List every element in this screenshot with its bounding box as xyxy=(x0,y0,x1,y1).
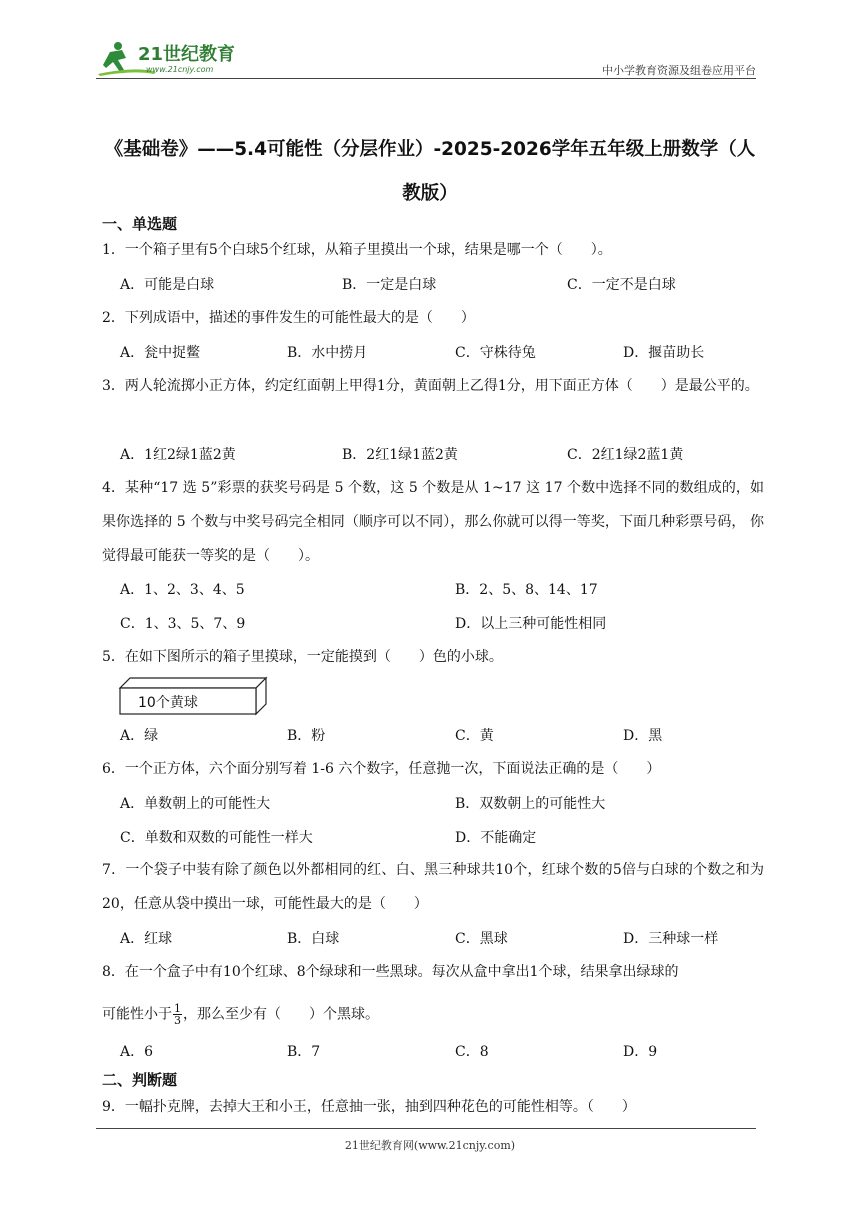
question-1-option-b: B．一定是白球 xyxy=(342,277,437,293)
question-5-option-b: B．粉 xyxy=(287,728,326,744)
question-3-option-b: B．2红1绿1蓝2黄 xyxy=(342,447,458,463)
question-2-option-d: D．揠苗助长 xyxy=(623,345,705,361)
question-6-option-a: A．单数朝上的可能性大 xyxy=(120,796,271,812)
question-8-stem-post: ，那么至少有（ ）个黑球。 xyxy=(183,1006,379,1023)
question-7-option-d: D．三种球一样 xyxy=(623,931,719,947)
question-4-option-a: A．1、2、3、4、5 xyxy=(120,582,245,598)
question-8-stem-line1: 8．在一个盒子中有10个红球、8个绿球和一些黑球。每次从盒中拿出1个球，结果拿出绿球的 xyxy=(102,964,679,980)
fraction-one-third xyxy=(173,1003,182,1026)
question-4-option-b: B．2、5、8、14、17 xyxy=(455,582,598,598)
question-7-option-a: A．红球 xyxy=(120,931,173,947)
question-7-stem: 7．一个袋子中装有除了颜色以外都相同的红、白、黑三种球共10个，红球个数的5倍与白球的个数之和为20，任意从袋中摸出一球，可能性最大的是（ ） xyxy=(102,862,764,912)
question-1-option-c: C．一定不是白球 xyxy=(567,277,676,293)
logo-url: www.21cnjy.com xyxy=(146,65,214,74)
question-8-stem-line2 xyxy=(102,1003,764,1026)
question-5-stem: 5．在如下图所示的箱子里摸球，一定能摸到（ ）色的小球。 xyxy=(102,649,503,665)
question-4-option-c: C．1、3、5、7、9 xyxy=(120,616,246,632)
page-title: 《基础卷》——5.4可能性（分层作业）-2025-2026学年五年级上册数学（人教版） xyxy=(104,139,756,204)
question-2-option-c: C．守株待兔 xyxy=(455,345,536,361)
header-rule xyxy=(96,78,756,79)
question-3-stem: 3．两人轮流掷小正方体，约定红面朝上甲得1分，黄面朝上乙得1分，用下面正方体（ ）是最公平的。 xyxy=(102,378,759,394)
section-heading-judgment: 二、判断题 xyxy=(102,1071,178,1089)
question-7-option-c: C．黑球 xyxy=(455,931,508,947)
question-2-option-b: B．水中捞月 xyxy=(287,345,368,361)
ball-box-figure xyxy=(118,676,268,716)
footer-text: 21世纪教育网(www.21cnjy.com) xyxy=(344,1139,516,1152)
question-8-option-b: B．7 xyxy=(287,1044,321,1060)
question-4-stem: 4．某种“17 选 5”彩票的获奖号码是 5 个数，这 5 个数是从 1~17 这 17 个数中选择不同的数组成的，如果你选择的 5 个数与中奖号码完全相同（顺序可以不同），那么你就可以得一等奖，下面几种彩票号码， 你觉得最可能获一等奖的是（ ）。 xyxy=(102,480,764,564)
question-8-option-a: A．6 xyxy=(120,1044,154,1060)
question-7-option-b: B．白球 xyxy=(287,931,340,947)
question-3-option-a: A．1红2绿1蓝2黄 xyxy=(120,447,236,463)
question-1-option-a: A．可能是白球 xyxy=(120,277,215,293)
question-5-option-a: A．绿 xyxy=(120,728,159,744)
question-4-option-d: D．以上三种可能性相同 xyxy=(455,616,607,632)
question-8-option-c: C．8 xyxy=(455,1044,489,1060)
fraction-numerator: 1 xyxy=(174,1002,181,1015)
platform-name: 中小学教育资源及组卷应用平台 xyxy=(602,64,756,77)
logo-text: 21世纪教育 xyxy=(138,44,236,65)
question-9-stem: 9．一幅扑克牌，去掉大王和小王，任意抽一张，抽到四种花色的可能性相等。（ ） xyxy=(102,1099,636,1115)
section-heading-single-choice: 一、单选题 xyxy=(102,215,178,233)
question-8-stem-pre: 可能性小于 xyxy=(102,1006,172,1023)
question-1-stem: 1．一个箱子里有5个白球5个红球，从箱子里摸出一个球，结果是哪一个（ ）。 xyxy=(102,242,612,258)
footer-rule xyxy=(96,1128,756,1129)
question-5-option-d: D．黑 xyxy=(623,728,663,744)
box-label: 10个黄球 xyxy=(138,695,198,711)
question-6-option-d: D．不能确定 xyxy=(455,830,537,846)
question-3-option-c: C．2红1绿2蓝1黄 xyxy=(567,447,684,463)
question-2-option-a: A．瓮中捉鳖 xyxy=(120,345,201,361)
question-6-option-c: C．单数和双数的可能性一样大 xyxy=(120,830,313,846)
site-logo xyxy=(96,38,256,78)
question-2-stem: 2．下列成语中，描述的事件发生的可能性最大的是（ ） xyxy=(102,310,475,326)
fraction-denominator: 3 xyxy=(174,1014,181,1027)
question-8-option-d: D．9 xyxy=(623,1044,658,1060)
question-5-option-c: C．黄 xyxy=(455,728,494,744)
question-6-stem: 6．一个正方体，六个面分别写着 1-6 六个数字，任意抛一次，下面说法正确的是（ ） xyxy=(102,761,661,777)
question-6-option-b: B．双数朝上的可能性大 xyxy=(455,796,606,812)
